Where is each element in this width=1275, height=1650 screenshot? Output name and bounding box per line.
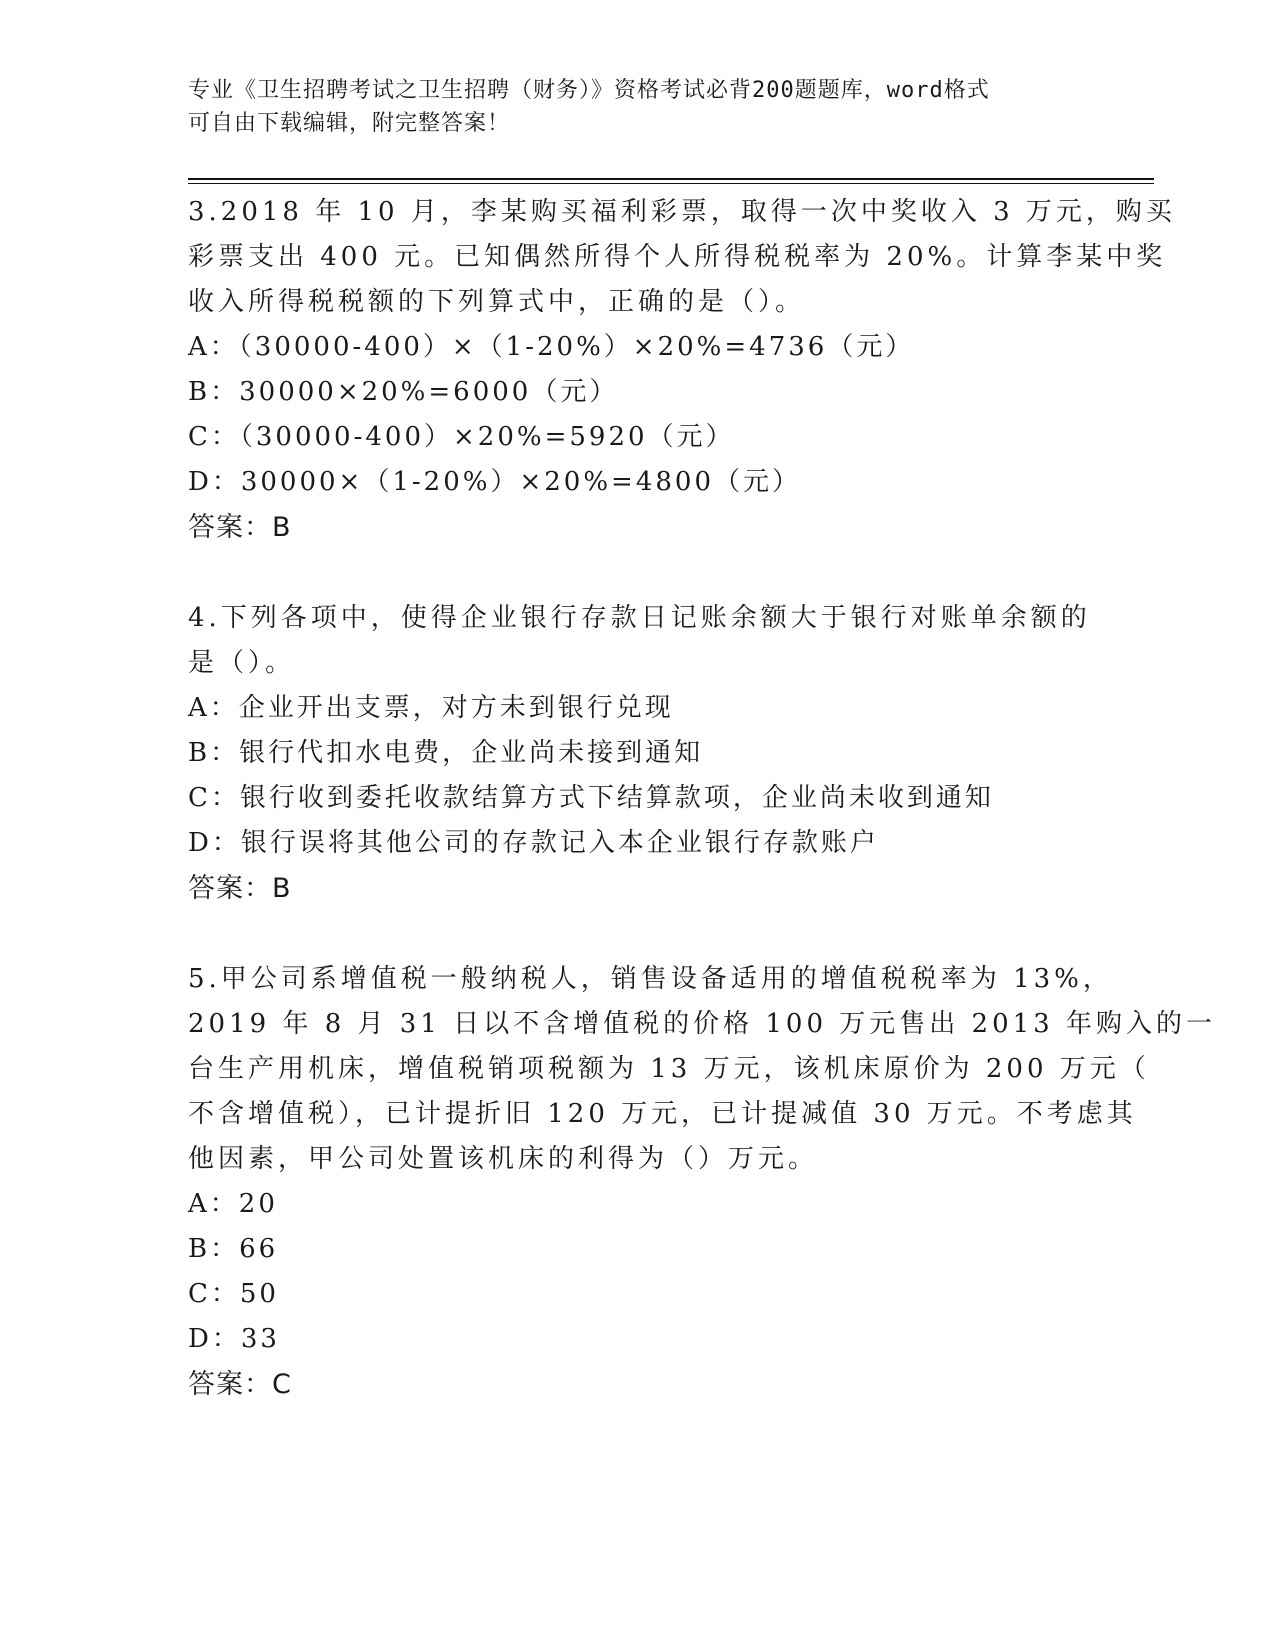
- question-spacer: [188, 911, 1088, 957]
- option-c: C：（30000-400）×20%=5920（元）: [188, 422, 735, 452]
- option-d: D：银行误将其他公司的存款记入本企业银行存款账户: [188, 828, 879, 858]
- option-a: A：企业开出支票，对方未到银行兑现: [188, 693, 674, 723]
- question-stem-line: 3.2018 年 10 月，李某购买福利彩票，取得一次中奖收入 3 万元，购买: [188, 197, 1176, 227]
- header-line-2: 可自由下载编辑，附完整答案！: [188, 111, 511, 136]
- question-item: [188, 190, 1176, 550]
- option-d: D：33: [188, 1324, 280, 1354]
- header-divider-thick: [188, 178, 1154, 180]
- header-line-1: 专业《卫生招聘考试之卫生招聘（财务）》资格考试必背200题题库，word格式: [188, 78, 990, 103]
- option-a: A：（30000-400）×（1-20%）×20%=4736（元）: [188, 332, 915, 362]
- question-item: [188, 957, 1216, 1407]
- option-b: B：66: [188, 1234, 279, 1264]
- header-divider-thin: [188, 183, 1154, 184]
- question-stem-line: 收入所得税税额的下列算式中，正确的是（）。: [188, 287, 806, 317]
- question-stem-line: 彩票支出 400 元。已知偶然所得个人所得税税率为 20%。计算李某中奖: [188, 242, 1167, 272]
- question-stem-line: 不含增值税），已计提折旧 120 万元，已计提减值 30 万元。不考虑其: [188, 1099, 1137, 1129]
- option-c: C：银行收到委托收款结算方式下结算款项，企业尚未收到通知: [188, 783, 994, 813]
- question-list: [188, 190, 1216, 1407]
- question-stem-line: 5.甲公司系增值税一般纳税人，销售设备适用的增值税税率为 13%，: [188, 964, 1113, 994]
- option-d: D：30000×（1-20%）×20%=4800（元）: [188, 467, 801, 497]
- option-b: B：30000×20%=6000（元）: [188, 377, 619, 407]
- question-stem-line: 台生产用机床，增值税销项税额为 13 万元，该机床原价为 200 万元（: [188, 1054, 1150, 1084]
- option-b: B：银行代扣水电费，企业尚未接到通知: [188, 738, 704, 768]
- answer-line: 答案：B: [188, 512, 292, 543]
- question-stem-line: 是（）。: [188, 648, 296, 678]
- question-stem-line: 4.下列各项中，使得企业银行存款日记账余额大于银行对账单余额的: [188, 603, 1091, 633]
- document-header: [188, 74, 1068, 140]
- question-stem-line: 他因素，甲公司处置该机床的利得为（）万元。: [188, 1144, 819, 1174]
- question-stem-line: 2019 年 8 月 31 日以不含增值税的价格 100 万元售出 2013 年购入的一: [188, 1009, 1216, 1039]
- option-a: A：20: [188, 1189, 278, 1219]
- question-item: [188, 596, 1091, 911]
- answer-line: 答案：B: [188, 873, 292, 904]
- option-c: C：50: [188, 1279, 279, 1309]
- question-spacer: [188, 550, 1088, 596]
- answer-line: 答案：C: [188, 1369, 292, 1400]
